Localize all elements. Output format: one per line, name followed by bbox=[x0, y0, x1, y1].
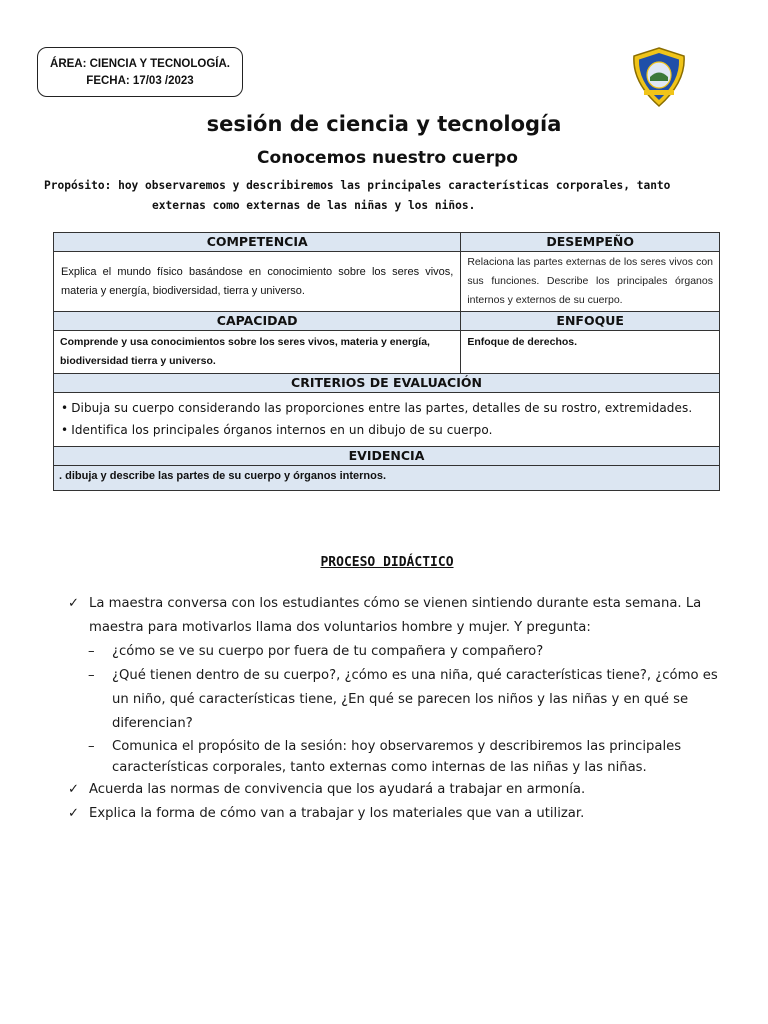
proceso-subitem-text: ¿Qué tienen dentro de su cuerpo?, ¿cómo es una niña, qué características tiene?, ¿cómo es un niño, qué características tiene, ¿En qué se parecen los niños y las niñas y en qué se diferencian? bbox=[112, 668, 718, 731]
proceso-item bbox=[68, 778, 730, 802]
proceso-item-text: Acuerda las normas de convivencia que los ayudará a trabajar en armonía. bbox=[89, 782, 586, 797]
proceso-item bbox=[68, 802, 730, 826]
criterios-header: CRITERIOS DE EVALUACIÓN bbox=[54, 374, 720, 393]
proceso-item-text: La maestra conversa con los estudiantes cómo se vienen sintiendo durante esta semana. La maestra para motivarlos llama dos voluntarios hombre y mujer. Y pregunta: bbox=[89, 596, 702, 635]
proceso-subitem-text: ¿cómo se ve su cuerpo por fuera de tu compañera y compañero? bbox=[112, 644, 544, 659]
purpose-line-2: externas como externas de las niñas y los niños. bbox=[152, 199, 476, 212]
enfoque-text: Enfoque de derechos. bbox=[467, 336, 578, 348]
desempeno-header: DESEMPEÑO bbox=[461, 233, 720, 252]
criterio-item: • Dibuja su cuerpo considerando las proporciones entre las partes, detalles de su rostro, extremidades. bbox=[61, 401, 693, 415]
proceso-subitem bbox=[68, 664, 730, 736]
capacidad-text: Comprende y usa conocimientos sobre los seres vivos, materia y energía, biodiversidad tierra y universo. bbox=[60, 336, 430, 367]
area-label: ÁREA: CIENCIA Y TECNOLOGÍA. bbox=[50, 58, 230, 70]
proceso-list bbox=[68, 592, 730, 826]
desempeno-text: Relaciona las partes externas de los seres vivos con sus funciones. Describe los principales órganos internos y externos de su cuerpo. bbox=[467, 256, 713, 306]
proceso-subitem bbox=[68, 640, 730, 664]
criterios-list bbox=[55, 394, 718, 445]
enfoque-header: ENFOQUE bbox=[461, 312, 720, 331]
criterio-text: Identifica los principales órganos internos en un dibujo de su cuerpo. bbox=[71, 423, 493, 437]
purpose-text bbox=[44, 176, 684, 216]
proceso-subitem bbox=[68, 736, 730, 778]
proceso-item bbox=[68, 592, 730, 640]
dash-icon: – bbox=[88, 668, 95, 683]
evidencia-text: . dibuja y describe las partes de su cuerpo y órganos internos. bbox=[54, 466, 720, 491]
purpose-line-1: Propósito: hoy observaremos y describiremos las principales características corporales, tanto bbox=[44, 179, 671, 192]
competencia-header: COMPETENCIA bbox=[54, 233, 461, 252]
competencia-text: Explica el mundo físico basándose en conocimiento sobre los seres vivos, materia y energía, biodiversidad, tierra y universo. bbox=[61, 265, 454, 297]
dash-icon: – bbox=[88, 644, 95, 659]
check-icon: ✓ bbox=[68, 806, 80, 821]
session-table bbox=[53, 232, 720, 491]
school-crest-icon bbox=[630, 46, 688, 108]
header-box bbox=[37, 47, 243, 97]
proceso-title: PROCESO DIDÁCTICO bbox=[320, 555, 454, 570]
page-title: sesión de ciencia y tecnología bbox=[206, 112, 562, 136]
criterio-item: • Identifica los principales órganos internos en un dibujo de su cuerpo. bbox=[61, 423, 493, 437]
capacidad-header: CAPACIDAD bbox=[54, 312, 461, 331]
check-icon: ✓ bbox=[68, 782, 80, 797]
criterio-text: Dibuja su cuerpo considerando las proporciones entre las partes, detalles de su rostro, extremidades. bbox=[71, 401, 693, 415]
check-icon: ✓ bbox=[68, 596, 80, 611]
page-subtitle: Conocemos nuestro cuerpo bbox=[257, 148, 518, 168]
dash-icon: – bbox=[88, 739, 95, 754]
evidencia-header: EVIDENCIA bbox=[54, 447, 720, 466]
proceso-item-text: Explica la forma de cómo van a trabajar y los materiales que van a utilizar. bbox=[89, 806, 585, 821]
proceso-subitem-text: Comunica el propósito de la sesión: hoy observaremos y describiremos las principales características corporales, tanto externas como internas de las niñas y las niñas. bbox=[112, 739, 682, 775]
date-label: FECHA: 17/03 /2023 bbox=[86, 75, 194, 87]
